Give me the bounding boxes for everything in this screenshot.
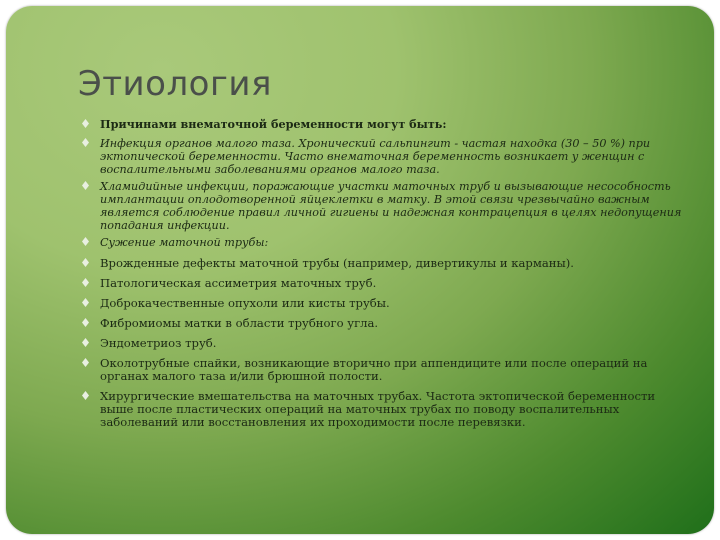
bullet-icon (82, 358, 89, 367)
list-item-text: Хирургические вмешательства на маточных трубах. Частота эктопической беременности выше после пластических операций на маточных трубах по поводу воспалительных заболеваний или восстановления их проходимости после перевязки. (100, 389, 656, 429)
slide-title: Этиология (78, 64, 272, 104)
bullet-icon (82, 278, 89, 287)
list-item-text: Инфекция органов малого таза. Хронический сальпингит - частая находка (30 – 50 %) при эктопической беременности. Часто внематочная беременность возникает у женщин с воспалительными заболеваниями органов малого таза. (100, 137, 651, 176)
list-item (78, 337, 684, 350)
list-item-text: Эндометриоз труб. (100, 336, 217, 350)
list-item (78, 297, 684, 310)
list-item (78, 257, 684, 270)
list-item-text: Фибромиомы матки в области трубного угла. (100, 316, 379, 330)
bullet-icon (82, 338, 89, 347)
list-item (78, 137, 684, 176)
list-item-text: Хламидийные инфекции, поражающие участки маточных труб и вызывающие несособность имплантации оплодотворенной яйцеклетки в матку. В этой связи чрезвычайно важным является соблюдение правил личной гигиены и надежная контрацепция в целях недопущения попадания инфекции. (100, 180, 682, 232)
list-item-text: Врожденные дефекты маточной трубы (например, дивертикулы и карманы). (100, 256, 574, 270)
list-item (78, 236, 684, 249)
list-item-text: Причинами внематочной беременности могут быть: (100, 117, 447, 131)
bullet-icon (82, 298, 89, 307)
list-item (78, 277, 684, 290)
bullet-icon (82, 237, 89, 246)
bullet-icon (82, 181, 89, 190)
list-item-text: Доброкачественные опухоли или кисты трубы. (100, 296, 390, 310)
bullet-icon (82, 318, 89, 327)
list-item (78, 118, 684, 131)
list-item (78, 390, 684, 429)
list-item-text: Околотрубные спайки, возникающие вторично при аппендиците или после операций на органах малого таза и/или брюшной полости. (100, 356, 648, 383)
bullet-icon (82, 119, 89, 128)
bullet-icon (82, 258, 89, 267)
bullet-list (78, 118, 684, 436)
bullet-icon (82, 391, 89, 400)
list-item (78, 317, 684, 330)
list-item-text: Сужение маточной трубы: (100, 236, 269, 249)
list-item (78, 357, 684, 383)
slide (6, 6, 714, 534)
list-item (78, 180, 684, 232)
bullet-icon (82, 138, 89, 147)
list-item-text: Патологическая ассиметрия маточных труб. (100, 276, 377, 290)
